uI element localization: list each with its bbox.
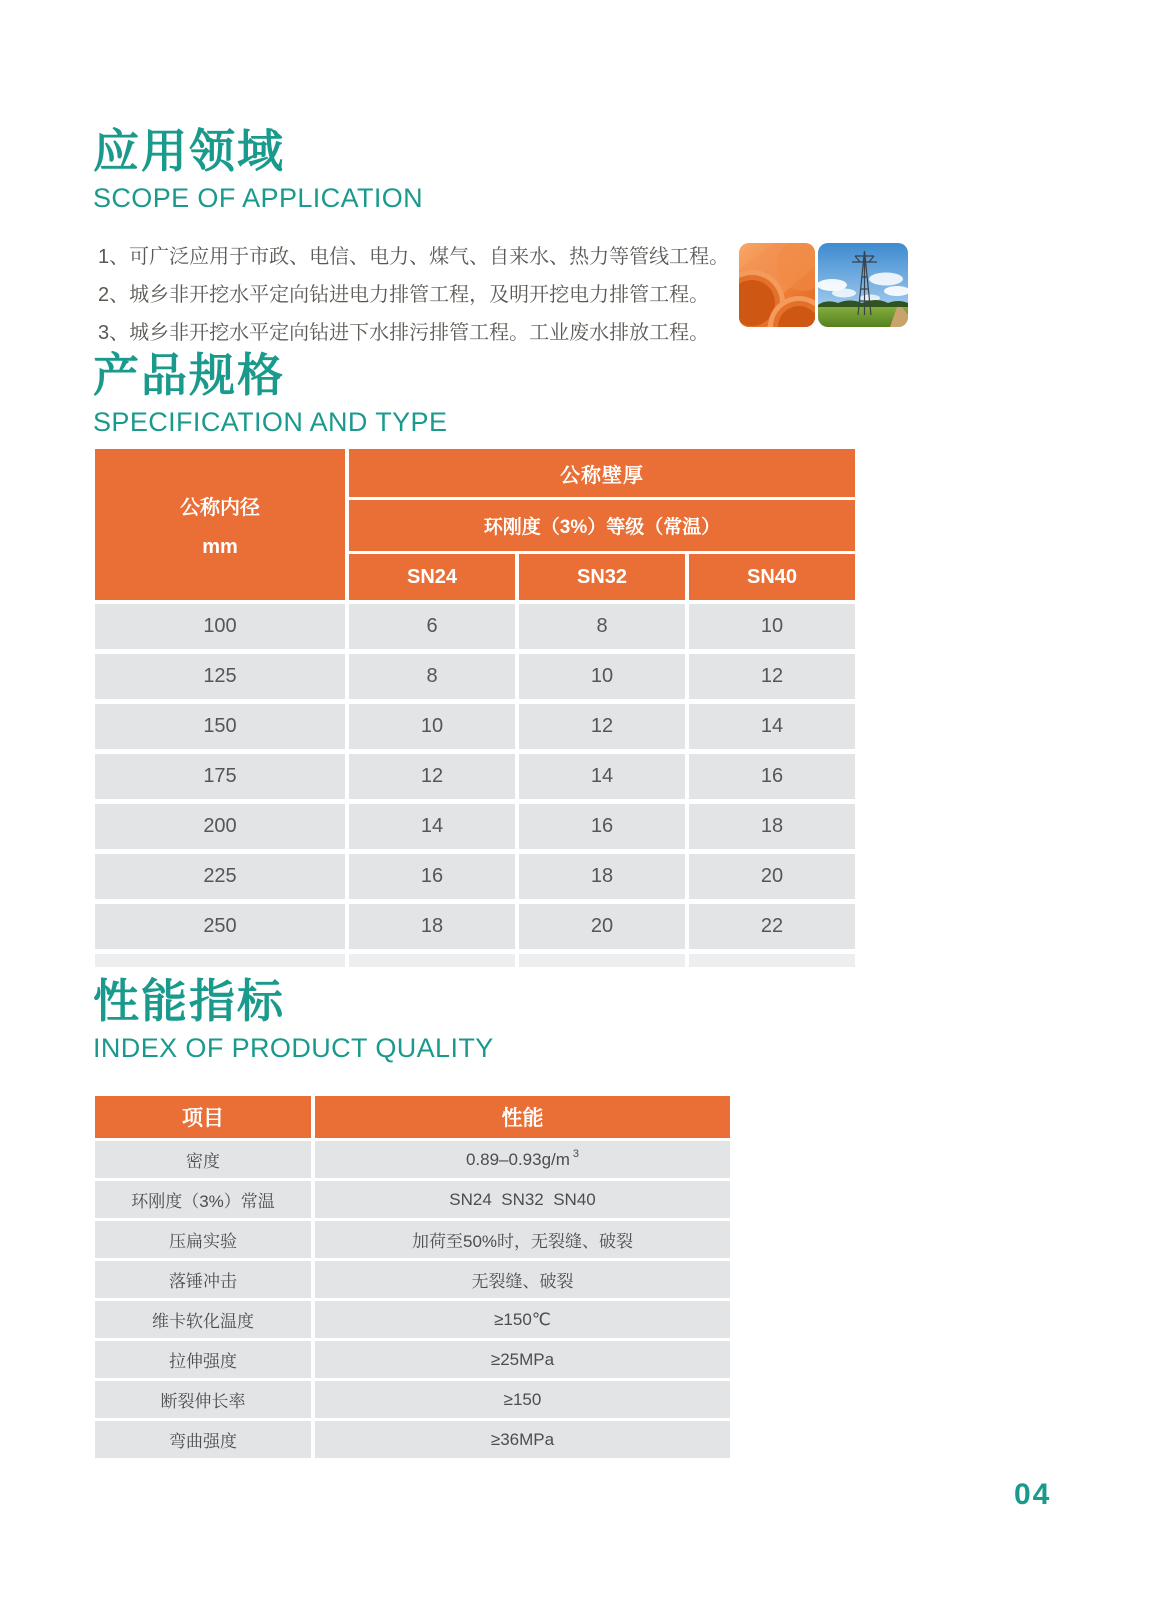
- cell-value: 0.89–0.93g/m $^3$: [315, 1141, 730, 1178]
- cell-sn24: 16: [349, 854, 515, 899]
- header-cell-sn40: SN40: [689, 554, 855, 600]
- cell-item: 环刚度（3%）常温: [95, 1181, 311, 1218]
- cell-sn24: 14: [349, 804, 515, 849]
- cell-value: 无裂缝、破裂: [315, 1261, 730, 1298]
- cell-value: ≥36MPa: [315, 1421, 730, 1458]
- orange-pipes-photo: [739, 243, 815, 327]
- specification-section-title: [93, 350, 447, 438]
- application-title-zh: 应用领域: [93, 125, 285, 177]
- cell-dn: 150: [95, 704, 345, 749]
- cell-sn40: 12: [689, 654, 855, 699]
- cell-sn24: 10: [349, 704, 515, 749]
- cell-value: ≥150℃: [315, 1301, 730, 1338]
- cell-dn: 200: [95, 804, 345, 849]
- quality-table-header: [95, 1096, 730, 1138]
- cell-item: 密度: [95, 1141, 311, 1178]
- cell-sn24: 18: [349, 904, 515, 949]
- cell-sn40: 18: [689, 804, 855, 849]
- application-list: [98, 238, 729, 352]
- quality-section-title: [93, 976, 494, 1064]
- cell-sn40: 22: [689, 904, 855, 949]
- cell-sn32: 18: [519, 854, 685, 899]
- cell-dn: 100: [95, 604, 345, 649]
- cell-sn32: 12: [519, 704, 685, 749]
- specification-table: [95, 449, 855, 967]
- quality-table-body: [95, 1141, 730, 1458]
- cell-value: ≥25MPa: [315, 1341, 730, 1378]
- header-cell-item: 项目: [95, 1096, 311, 1138]
- specification-title-en: SPECIFICATION AND TYPE: [93, 406, 448, 437]
- cell-item: 拉伸强度: [95, 1341, 311, 1378]
- application-photos: [739, 243, 908, 327]
- header-cell-performance: 性能: [315, 1096, 730, 1138]
- application-section-title: [93, 126, 423, 214]
- quality-title-zh: 性能指标: [93, 975, 285, 1027]
- page-number: 04: [1014, 1478, 1052, 1511]
- power-tower-photo: [818, 243, 908, 327]
- nominal-diameter-unit: mm: [202, 535, 238, 558]
- header-cell-nominal-diameter: [95, 449, 345, 600]
- cell-sn32: 14: [519, 754, 685, 799]
- cell-item: 维卡软化温度: [95, 1301, 311, 1338]
- header-cell-sn24: SN24: [349, 554, 515, 600]
- header-cell-sn32: SN32: [519, 554, 685, 600]
- cell-sn40: 10: [689, 604, 855, 649]
- cell-sn32: 10: [519, 654, 685, 699]
- cell-item: 落锤冲击: [95, 1261, 311, 1298]
- cell-item: 弯曲强度: [95, 1421, 311, 1458]
- cell-dn: 250: [95, 904, 345, 949]
- application-list-item: 3、城乡非开挖水平定向钻进下水排污排管工程。工业废水排放工程。: [98, 322, 710, 344]
- nominal-diameter-label: 公称内径: [180, 496, 260, 519]
- quality-title-en: INDEX OF PRODUCT QUALITY: [93, 1032, 494, 1063]
- cell-value: ≥150: [315, 1381, 730, 1418]
- cell-dn: 225: [95, 854, 345, 899]
- application-list-item: 2、城乡非开挖水平定向钻进电力排管工程，及明开挖电力排管工程。: [98, 284, 710, 306]
- cell-sn32: 20: [519, 904, 685, 949]
- cell-sn24: 8: [349, 654, 515, 699]
- cell-dn: 125: [95, 654, 345, 699]
- cell-item: 断裂伸长率: [95, 1381, 311, 1418]
- specification-table-header: [95, 449, 855, 600]
- quality-table: [95, 1096, 730, 1458]
- header-cell-wall-thickness: 公称壁厚: [349, 449, 855, 497]
- superscript: 3: [572, 1147, 580, 1160]
- cell-sn24: 12: [349, 754, 515, 799]
- cell-value: 加荷至50%时，无裂缝、破裂: [315, 1221, 730, 1258]
- table-row-partial: [95, 954, 855, 967]
- header-cell-ring-stiffness: 环刚度（3%）等级（常温）: [349, 500, 855, 551]
- cell-sn40: 20: [689, 854, 855, 899]
- cell-value: SN24 SN32 SN40: [315, 1181, 730, 1218]
- cell-item: 压扁实验: [95, 1221, 311, 1258]
- cell-sn32: 8: [519, 604, 685, 649]
- application-list-item: 1、可广泛应用于市政、电信、电力、煤气、自来水、热力等管线工程。: [98, 246, 730, 268]
- specification-table-body: [95, 604, 855, 949]
- application-title-en: SCOPE OF APPLICATION: [93, 182, 424, 213]
- cell-sn40: 16: [689, 754, 855, 799]
- specification-title-zh: 产品规格: [93, 349, 285, 401]
- cell-sn24: 6: [349, 604, 515, 649]
- cell-sn32: 16: [519, 804, 685, 849]
- cell-sn40: 14: [689, 704, 855, 749]
- cell-dn: 175: [95, 754, 345, 799]
